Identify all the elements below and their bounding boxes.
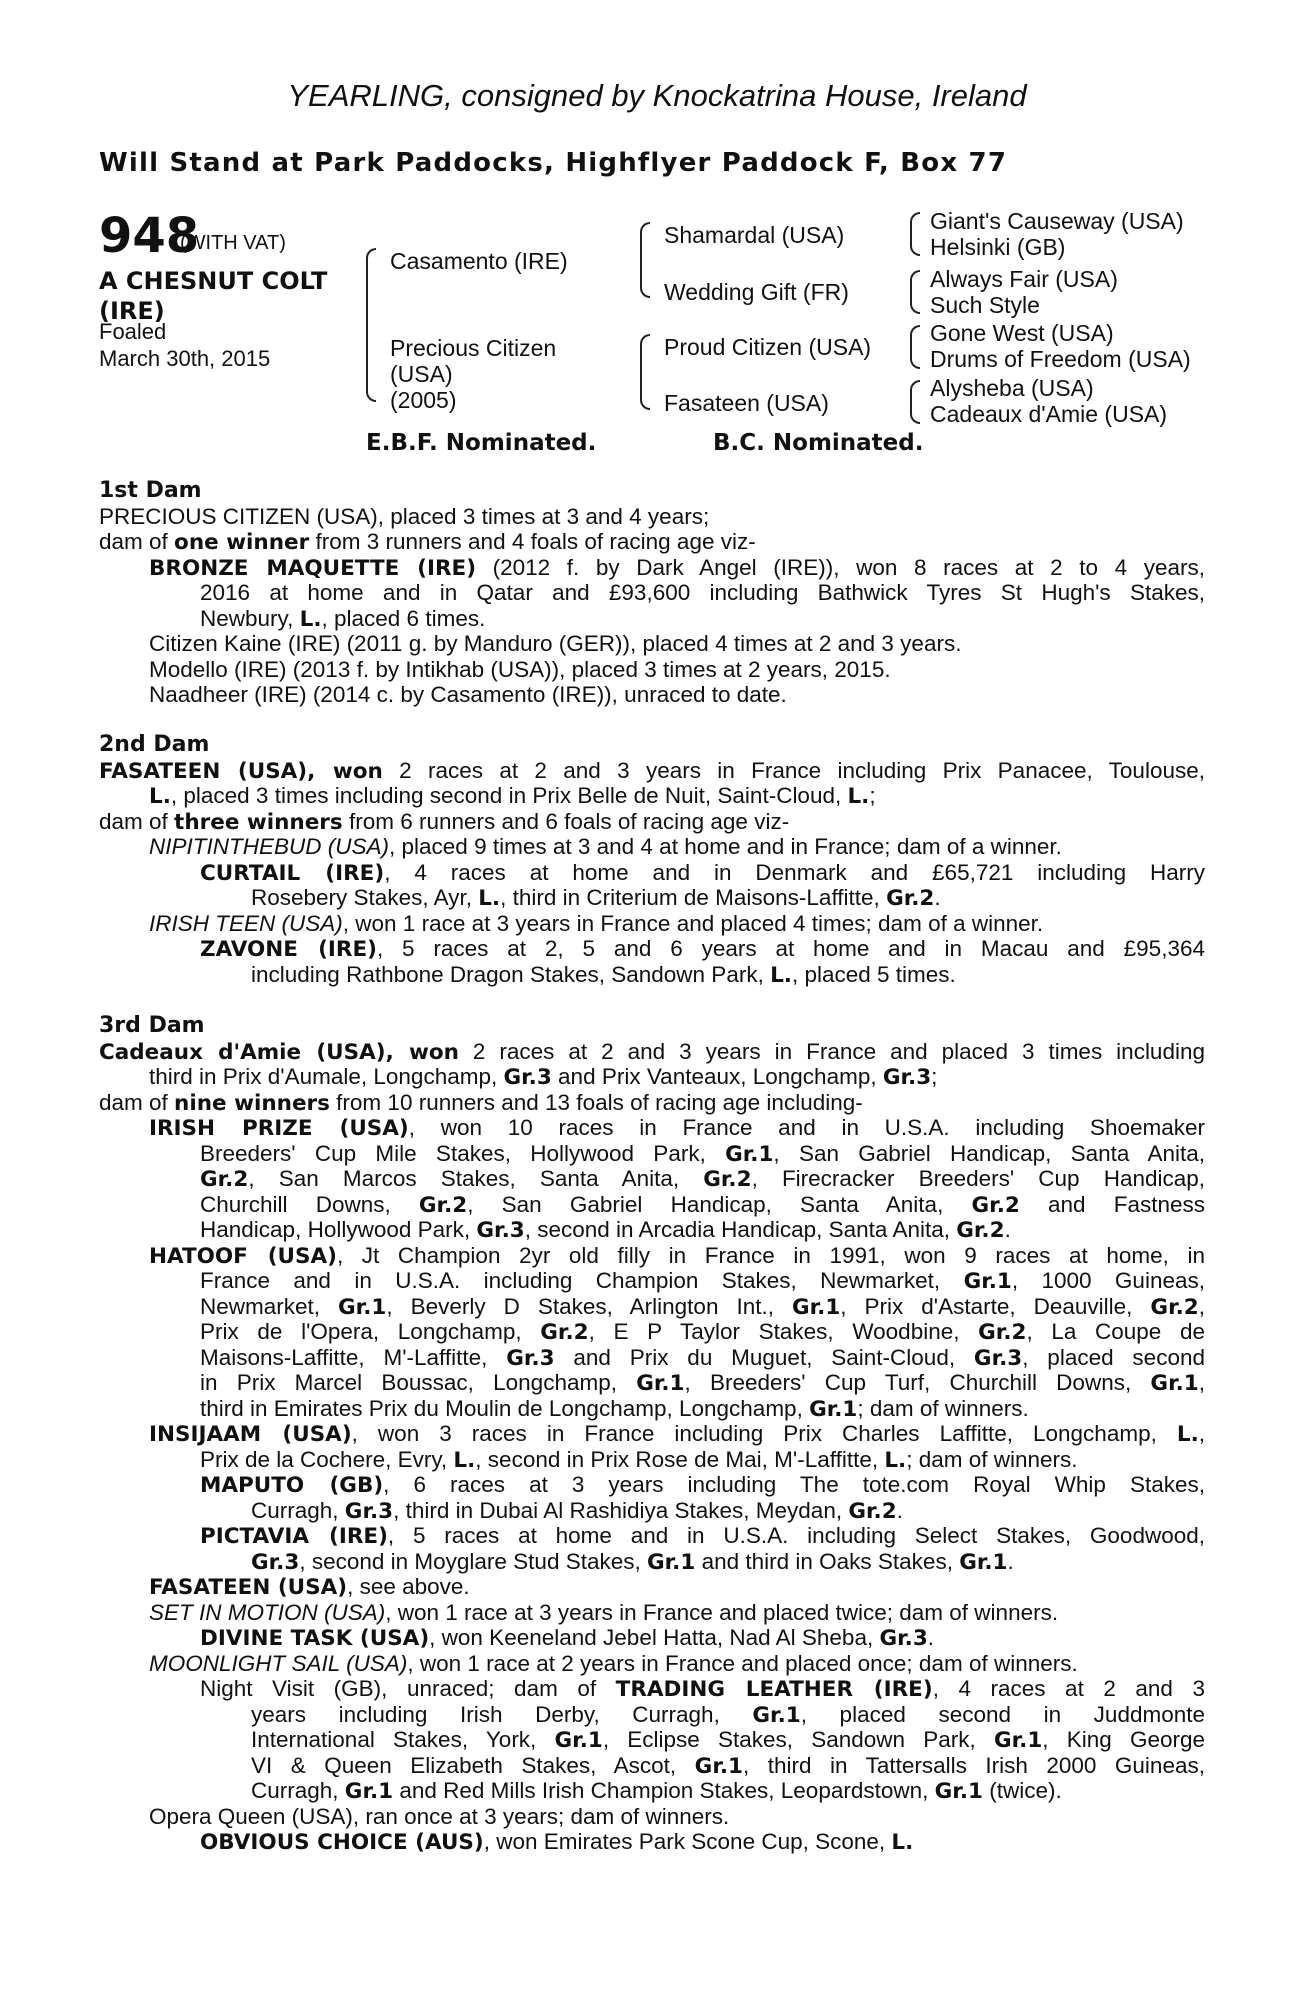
- dam3-line: PICTAVIA (IRE), 5 races at home and in U.S.A. including Select Stakes, Goodwood,: [200, 1523, 1205, 1549]
- dam3-line: Breeders' Cup Mile Stakes, Hollywood Park, Gr.1, San Gabriel Handicap, Santa Anita,: [200, 1140, 1206, 1167]
- dam3-line: third in Emirates Prix du Moulin de Longchamp, Longchamp, Gr.1; dam of winners.: [200, 1395, 1029, 1422]
- bc-nominated: B.C. Nominated.: [713, 430, 924, 456]
- ped-dam-2: (USA): [390, 361, 453, 387]
- ped-sss: Giant's Causeway (USA): [930, 208, 1184, 234]
- dam3-line: MAPUTO (GB), 6 races at 3 years including The tote.com Royal Whip Stakes,: [200, 1472, 1205, 1498]
- first-dam-heading: 1st Dam: [99, 478, 202, 503]
- dam3-line: HATOOF (USA), Jt Champion 2yr old filly in France in 1991, won 9 races at home, in: [149, 1242, 1206, 1269]
- dam1-line: 2016 at home and in Qatar and £93,600 including Bathwick Tyres St Hugh's Stakes,: [200, 580, 1205, 605]
- dam1-line: Naadheer (IRE) (2014 c. by Casamento (IRE)), unraced to date.: [149, 682, 787, 707]
- ped-ssd: Helsinki (GB): [930, 234, 1066, 260]
- ped-sdd: Such Style: [930, 292, 1040, 318]
- brace-2b: [640, 334, 650, 410]
- dam3-line: Gr.2, San Marcos Stakes, Santa Anita, Gr.2, Firecracker Breeders' Cup Handicap,: [200, 1166, 1206, 1192]
- dam3-line: Prix de la Cochere, Evry, L., second in Prix Rose de Mai, M'-Laffitte, L.; dam of winners.: [200, 1446, 1078, 1473]
- dam3-line: Night Visit (GB), unraced; dam of TRADING LEATHER (IRE), 4 races at 2 and 3: [200, 1676, 1205, 1702]
- dam3-line: OBVIOUS CHOICE (AUS), won Emirates Park Scone Cup, Scone, L.: [200, 1829, 914, 1855]
- dam2-line: FASATEEN (USA), won 2 races at 2 and 3 years in France including Prix Panacee, Toulouse,: [99, 757, 1205, 784]
- dam1-line: Newbury, L., placed 6 times.: [200, 605, 486, 632]
- ped-ddd: Cadeaux d'Amie (USA): [930, 401, 1168, 427]
- dam3-line: Maisons-Laffitte, M'-Laffitte, Gr.3 and Prix du Muguet, Saint-Cloud, Gr.3, placed second: [200, 1344, 1205, 1371]
- dam3-line: France and in U.S.A. including Champion Stakes, Newmarket, Gr.1, 1000 Guineas,: [200, 1268, 1205, 1294]
- brace-2a: [640, 222, 650, 298]
- dam3-line: dam of nine winners from 10 runners and 13 foals of racing age including-: [99, 1089, 863, 1116]
- dam2-line: IRISH TEEN (USA), won 1 race at 3 years in France and placed 4 times; dam of a winner.: [149, 910, 1044, 936]
- ped-dds: Alysheba (USA): [930, 375, 1094, 401]
- dam3-line: in Prix Marcel Boussac, Longchamp, Gr.1, Breeders' Cup Turf, Churchill Downs, Gr.1,: [200, 1370, 1205, 1396]
- ped-dss: Gone West (USA): [930, 320, 1114, 346]
- dam3-line: years including Irish Derby, Curragh, Gr.1, placed second in Juddmonte: [251, 1701, 1206, 1728]
- dam2-line: CURTAIL (IRE), 4 races at home and in Denmark and £65,721 including Harry: [200, 859, 1205, 886]
- first-dam-section: [99, 478, 1205, 708]
- foaled-label: Foaled: [99, 319, 167, 344]
- ped-dd: Fasateen (USA): [664, 390, 829, 416]
- page-title: YEARLING, consigned by Knockatrina House, Ireland: [287, 78, 1027, 113]
- dam3-line: Churchill Downs, Gr.2, San Gabriel Handicap, Santa Anita, Gr.2 and Fastness: [200, 1191, 1206, 1218]
- ebf-nominated: E.B.F. Nominated.: [366, 430, 597, 456]
- dam3-line: third in Prix d'Aumale, Longchamp, Gr.3 and Prix Vanteaux, Longchamp, Gr.3;: [149, 1064, 938, 1090]
- brace-3a: [910, 212, 920, 256]
- dam3-line: Prix de l'Opera, Longchamp, Gr.2, E P Taylor Stakes, Woodbine, Gr.2, La Coupe de: [200, 1319, 1205, 1345]
- ped-dam-1: Precious Citizen: [390, 335, 557, 361]
- dam3-line: Curragh, Gr.1 and Red Mills Irish Champion Stakes, Leopardstown, Gr.1 (twice).: [251, 1778, 1062, 1804]
- third-dam-heading: 3rd Dam: [99, 1013, 205, 1038]
- ped-dam-3: (2005): [390, 387, 457, 413]
- vat-note: (WITH VAT): [180, 232, 286, 254]
- second-dam-section: [99, 732, 1205, 987]
- dam2-line: L., placed 3 times including second in Prix Belle de Nuit, Saint-Cloud, L.;: [149, 783, 876, 809]
- dam2-line: Rosebery Stakes, Ayr, L., third in Criterium de Maisons-Laffitte, Gr.2.: [251, 885, 941, 911]
- ped-sire: Casamento (IRE): [390, 248, 568, 274]
- ped-dsd: Drums of Freedom (USA): [930, 346, 1191, 372]
- dam3-line: IRISH PRIZE (USA), won 10 races in France and in U.S.A. including Shoemaker: [149, 1115, 1205, 1141]
- dam3-line: Cadeaux d'Amie (USA), won 2 races at 2 and 3 years in France and placed 3 times including: [99, 1038, 1205, 1065]
- ped-ss: Shamardal (USA): [664, 222, 845, 248]
- dam3-line: Handicap, Hollywood Park, Gr.3, second in Arcadia Handicap, Santa Anita, Gr.2.: [200, 1217, 1011, 1243]
- third-dam-section: [99, 1013, 1205, 1855]
- dam1-line: BRONZE MAQUETTE (IRE) (2012 f. by Dark Angel (IRE)), won 8 races at 2 to 4 years,: [149, 554, 1205, 581]
- lot-description: A CHESNUT COLT (IRE): [99, 267, 328, 325]
- dam3-line: Curragh, Gr.3, third in Dubai Al Rashidiya Stakes, Meydan, Gr.2.: [251, 1497, 903, 1524]
- dam3-line: VI & Queen Elizabeth Stakes, Ascot, Gr.1, third in Tattersalls Irish 2000 Guineas,: [251, 1752, 1205, 1779]
- stand-location: Will Stand at Park Paddocks, Highflyer Paddock F, Box 77: [99, 148, 1008, 178]
- dam3-line: DIVINE TASK (USA), won Keeneland Jebel Hatta, Nad Al Sheba, Gr.3.: [200, 1625, 935, 1651]
- dam2-line: dam of three winners from 6 runners and 6 foals of racing age viz-: [99, 808, 790, 835]
- lot-number: 948: [99, 208, 200, 264]
- dam2-line: including Rathbone Dragon Stakes, Sandown Park, L., placed 5 times.: [251, 961, 956, 988]
- dam3-line: MOONLIGHT SAIL (USA), won 1 race at 2 years in France and placed once; dam of winners.: [149, 1650, 1078, 1676]
- dam1-line: dam of one winner from 3 runners and 4 foals of racing age viz-: [99, 529, 756, 555]
- brace-3b: [910, 270, 920, 314]
- brace-3d: [910, 380, 920, 424]
- brace-1: [366, 248, 376, 402]
- ped-sds: Always Fair (USA): [930, 266, 1118, 292]
- ped-sd: Wedding Gift (FR): [664, 279, 849, 305]
- second-dam-heading: 2nd Dam: [99, 732, 210, 757]
- dam3-line: Opera Queen (USA), ran once at 3 years; dam of winners.: [149, 1803, 730, 1829]
- dam3-line: Newmarket, Gr.1, Beverly D Stakes, Arlington Int., Gr.1, Prix d'Astarte, Deauville, Gr.2,: [200, 1293, 1205, 1320]
- dam3-line: International Stakes, York, Gr.1, Eclipse Stakes, Sandown Park, Gr.1, King George: [251, 1727, 1206, 1753]
- foaled-date: March 30th, 2015: [99, 346, 271, 371]
- brace-3c: [910, 325, 920, 369]
- foaled-info: [99, 318, 270, 372]
- ped-ds: Proud Citizen (USA): [664, 334, 872, 360]
- dam3-line: FASATEEN (USA), see above.: [149, 1574, 470, 1600]
- dam1-line: Modello (IRE) (2013 f. by Intikhab (USA)), placed 3 times at 2 years, 2015.: [149, 656, 891, 682]
- dam3-line: Gr.3, second in Moyglare Stud Stakes, Gr.1 and third in Oaks Stakes, Gr.1.: [251, 1548, 1014, 1575]
- dam3-line: INSIJAAM (USA), won 3 races in France including Prix Charles Laffitte, Longchamp, L.,: [149, 1421, 1206, 1447]
- dam2-line: ZAVONE (IRE), 5 races at 2, 5 and 6 years at home and in Macau and £95,364: [200, 936, 1205, 962]
- dam1-line: Citizen Kaine (IRE) (2011 g. by Manduro (GER)), placed 4 times at 2 and 3 years.: [149, 631, 962, 656]
- dam2-line: NIPITINTHEBUD (USA), placed 9 times at 3 and 4 at home and in France; dam of a winner.: [149, 834, 1062, 859]
- dam1-line: PRECIOUS CITIZEN (USA), placed 3 times at 3 and 4 years;: [99, 503, 710, 529]
- dam3-line: SET IN MOTION (USA), won 1 race at 3 years in France and placed twice; dam of winners.: [149, 1599, 1059, 1625]
